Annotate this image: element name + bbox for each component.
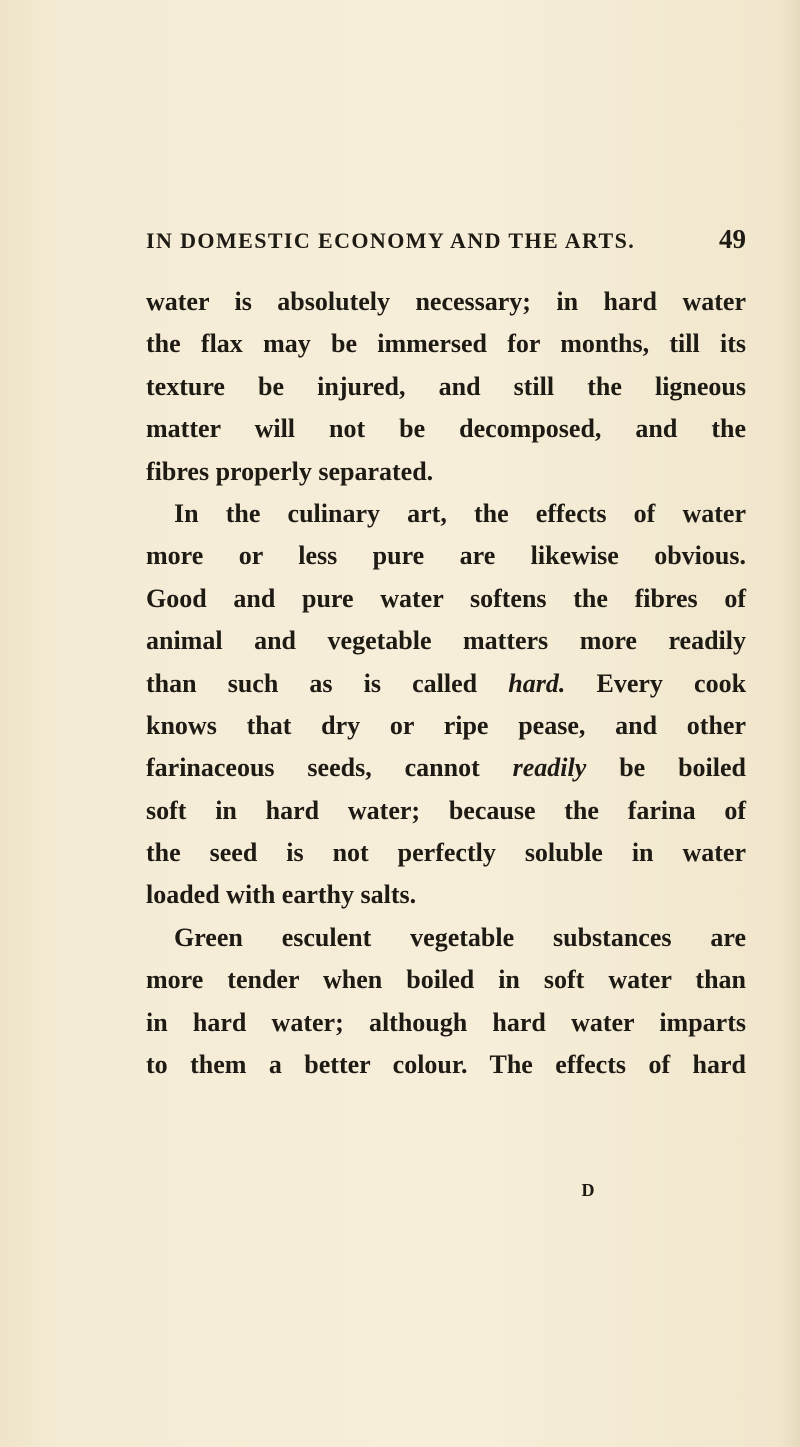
text-line [146, 663, 746, 705]
text-line: knows that dry or ripe pease, and other [146, 710, 746, 740]
signature-mark: D [581, 1180, 595, 1200]
italic-word: hard. [508, 668, 566, 698]
text-line: matter will not be decomposed, and the [146, 414, 746, 444]
running-head [146, 224, 746, 258]
text-line: more tender when boiled in soft water than [146, 965, 746, 995]
text-line: animal and vegetable matters more readily [146, 626, 746, 656]
text-line: more or less pure are likewise obvious. [146, 541, 746, 571]
text-line: texture be injured, and still the ligneous [146, 371, 746, 401]
text-segment: be boiled [619, 753, 747, 783]
text-segment: Every cook [596, 668, 747, 698]
text-line: Good and pure water softens the fibres of [146, 583, 746, 613]
text-line: the seed is not perfectly soluble in water [146, 838, 746, 868]
text-line: loaded with earthy salts. [146, 880, 417, 910]
body-text [146, 281, 746, 1086]
page-number: 49 [719, 224, 746, 254]
text-line: in hard water; although hard water imparts [146, 1007, 746, 1037]
text-line: fibres properly separated. [146, 456, 434, 486]
text-line: the flax may be immersed for months, till its [146, 329, 746, 359]
running-head-title: IN DOMESTIC ECONOMY AND THE ARTS. [146, 228, 636, 253]
text-line: soft in hard water; because the farina of [146, 795, 746, 825]
text-line [146, 747, 746, 789]
text-line: water is absolutely necessary; in hard water [146, 287, 746, 316]
page-edge-shadow [778, 0, 800, 1447]
italic-word: readily [512, 753, 587, 783]
text-segment: than such as is called [146, 668, 478, 698]
text-segment: farinaceous seeds, cannot [146, 753, 480, 783]
text-line: In the culinary art, the effects of water [174, 498, 746, 528]
text-line: Green esculent vegetable substances are [174, 922, 746, 952]
text-line: to them a better colour. The effects of hard [146, 1050, 746, 1080]
